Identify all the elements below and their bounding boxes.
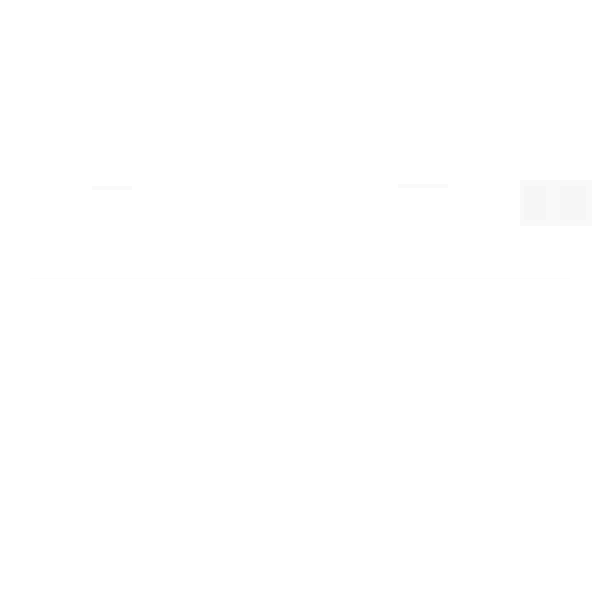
row-divider	[30, 278, 570, 279]
faint-text-left	[92, 186, 132, 190]
faint-text-center	[398, 184, 448, 188]
faint-graphic-part	[560, 186, 586, 220]
faint-graphic	[520, 180, 592, 226]
faint-graphic-part	[524, 186, 546, 220]
